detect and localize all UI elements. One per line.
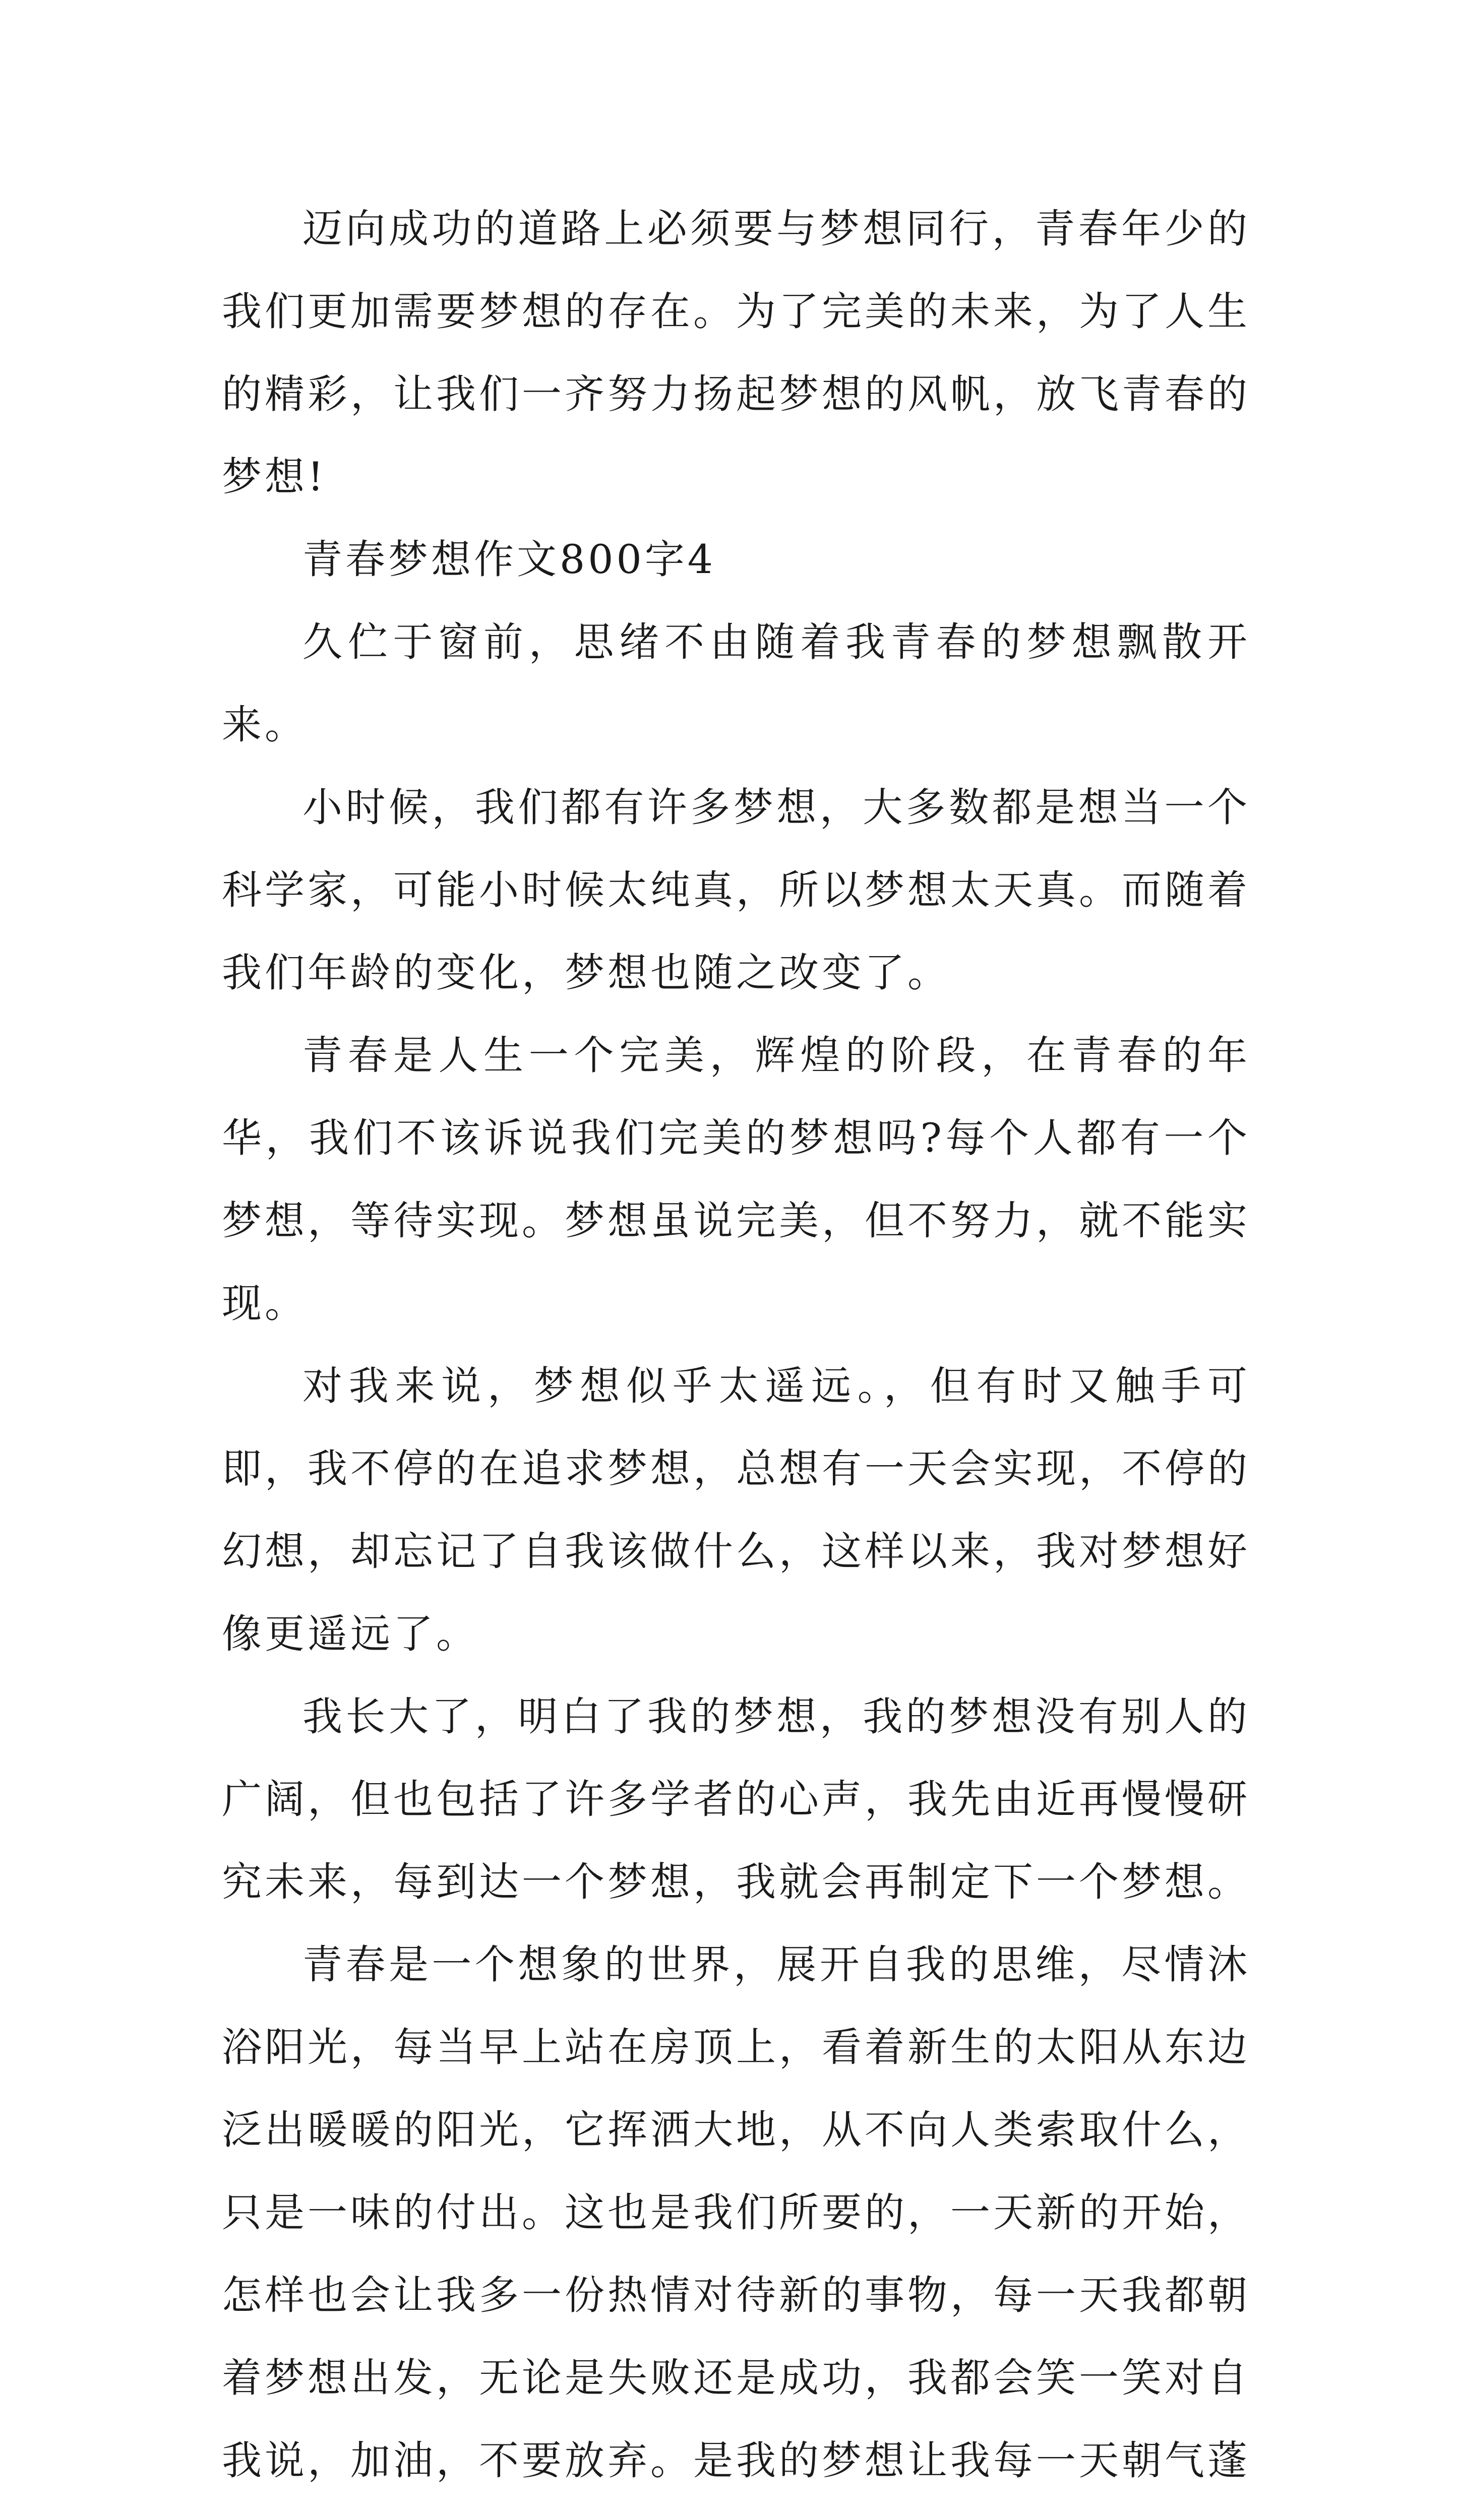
paragraph-7: 青春是一个想象的世界，展开自我的思维，尽情沐浴阳光，每当早上站在房顶上，看着新生的太阳从东边泛出暖暖的阳光，它挥洒大地，从不向人类索取什么，只是一味的付出。这也是我们所要的，一天新的开始，怎样也会让我多一份热情对待新的事物，每一天我都朝着梦想出发，无论是失败还是成功，我都会笑一笑对自我说，加油，不要放弃。是我的梦想让我每一天朝气蓬 <box>222 1941 1250 2484</box>
document-body <box>222 187 1250 2520</box>
paragraph-1: 迈向成功的道路上必须要与梦想同行，青春年少的我们更加需要梦想的存在。为了完美的未来，为了人生的精彩，让我们一齐努力扬起梦想的风帆，放飞青春的梦想! <box>222 206 1250 500</box>
paragraph-3: 小时候，我们都有许多梦想，大多数都是想当一个科学家，可能小时候太纯真，所以梦想太天真。而随着我们年龄的变化，梦想也随之改变了。 <box>222 784 1250 996</box>
paragraph-6: 我长大了，明白了我的梦想，我的梦想没有别人的广阔，但也包括了许多学者的心声，我先由近再慢慢研究未来，每到达一个梦想，我就会再制定下一个梦想。 <box>222 1693 1250 1905</box>
paragraph-4: 青春是人生一个完美，辉煌的阶段，在青春的年华，我们不该诉说我们完美的梦想吗?每个人都有一个梦想，等待实现。梦想虽说完美，但不努力，就不能实现。 <box>222 1032 1250 1327</box>
paragraph-2: 久伫于窗前，思绪不由随着我青春的梦想飘散开来。 <box>222 619 1250 748</box>
section-heading: 青春梦想作文800字4 <box>302 536 716 583</box>
paragraph-5: 对我来说，梦想似乎太遥远。，但有时又触手可即，我不停的在追求梦想，总想有一天会实现，不停的幻想，却忘记了自我该做什么，这样以来，我对梦想好像更遥远了。 <box>222 1363 1250 1657</box>
